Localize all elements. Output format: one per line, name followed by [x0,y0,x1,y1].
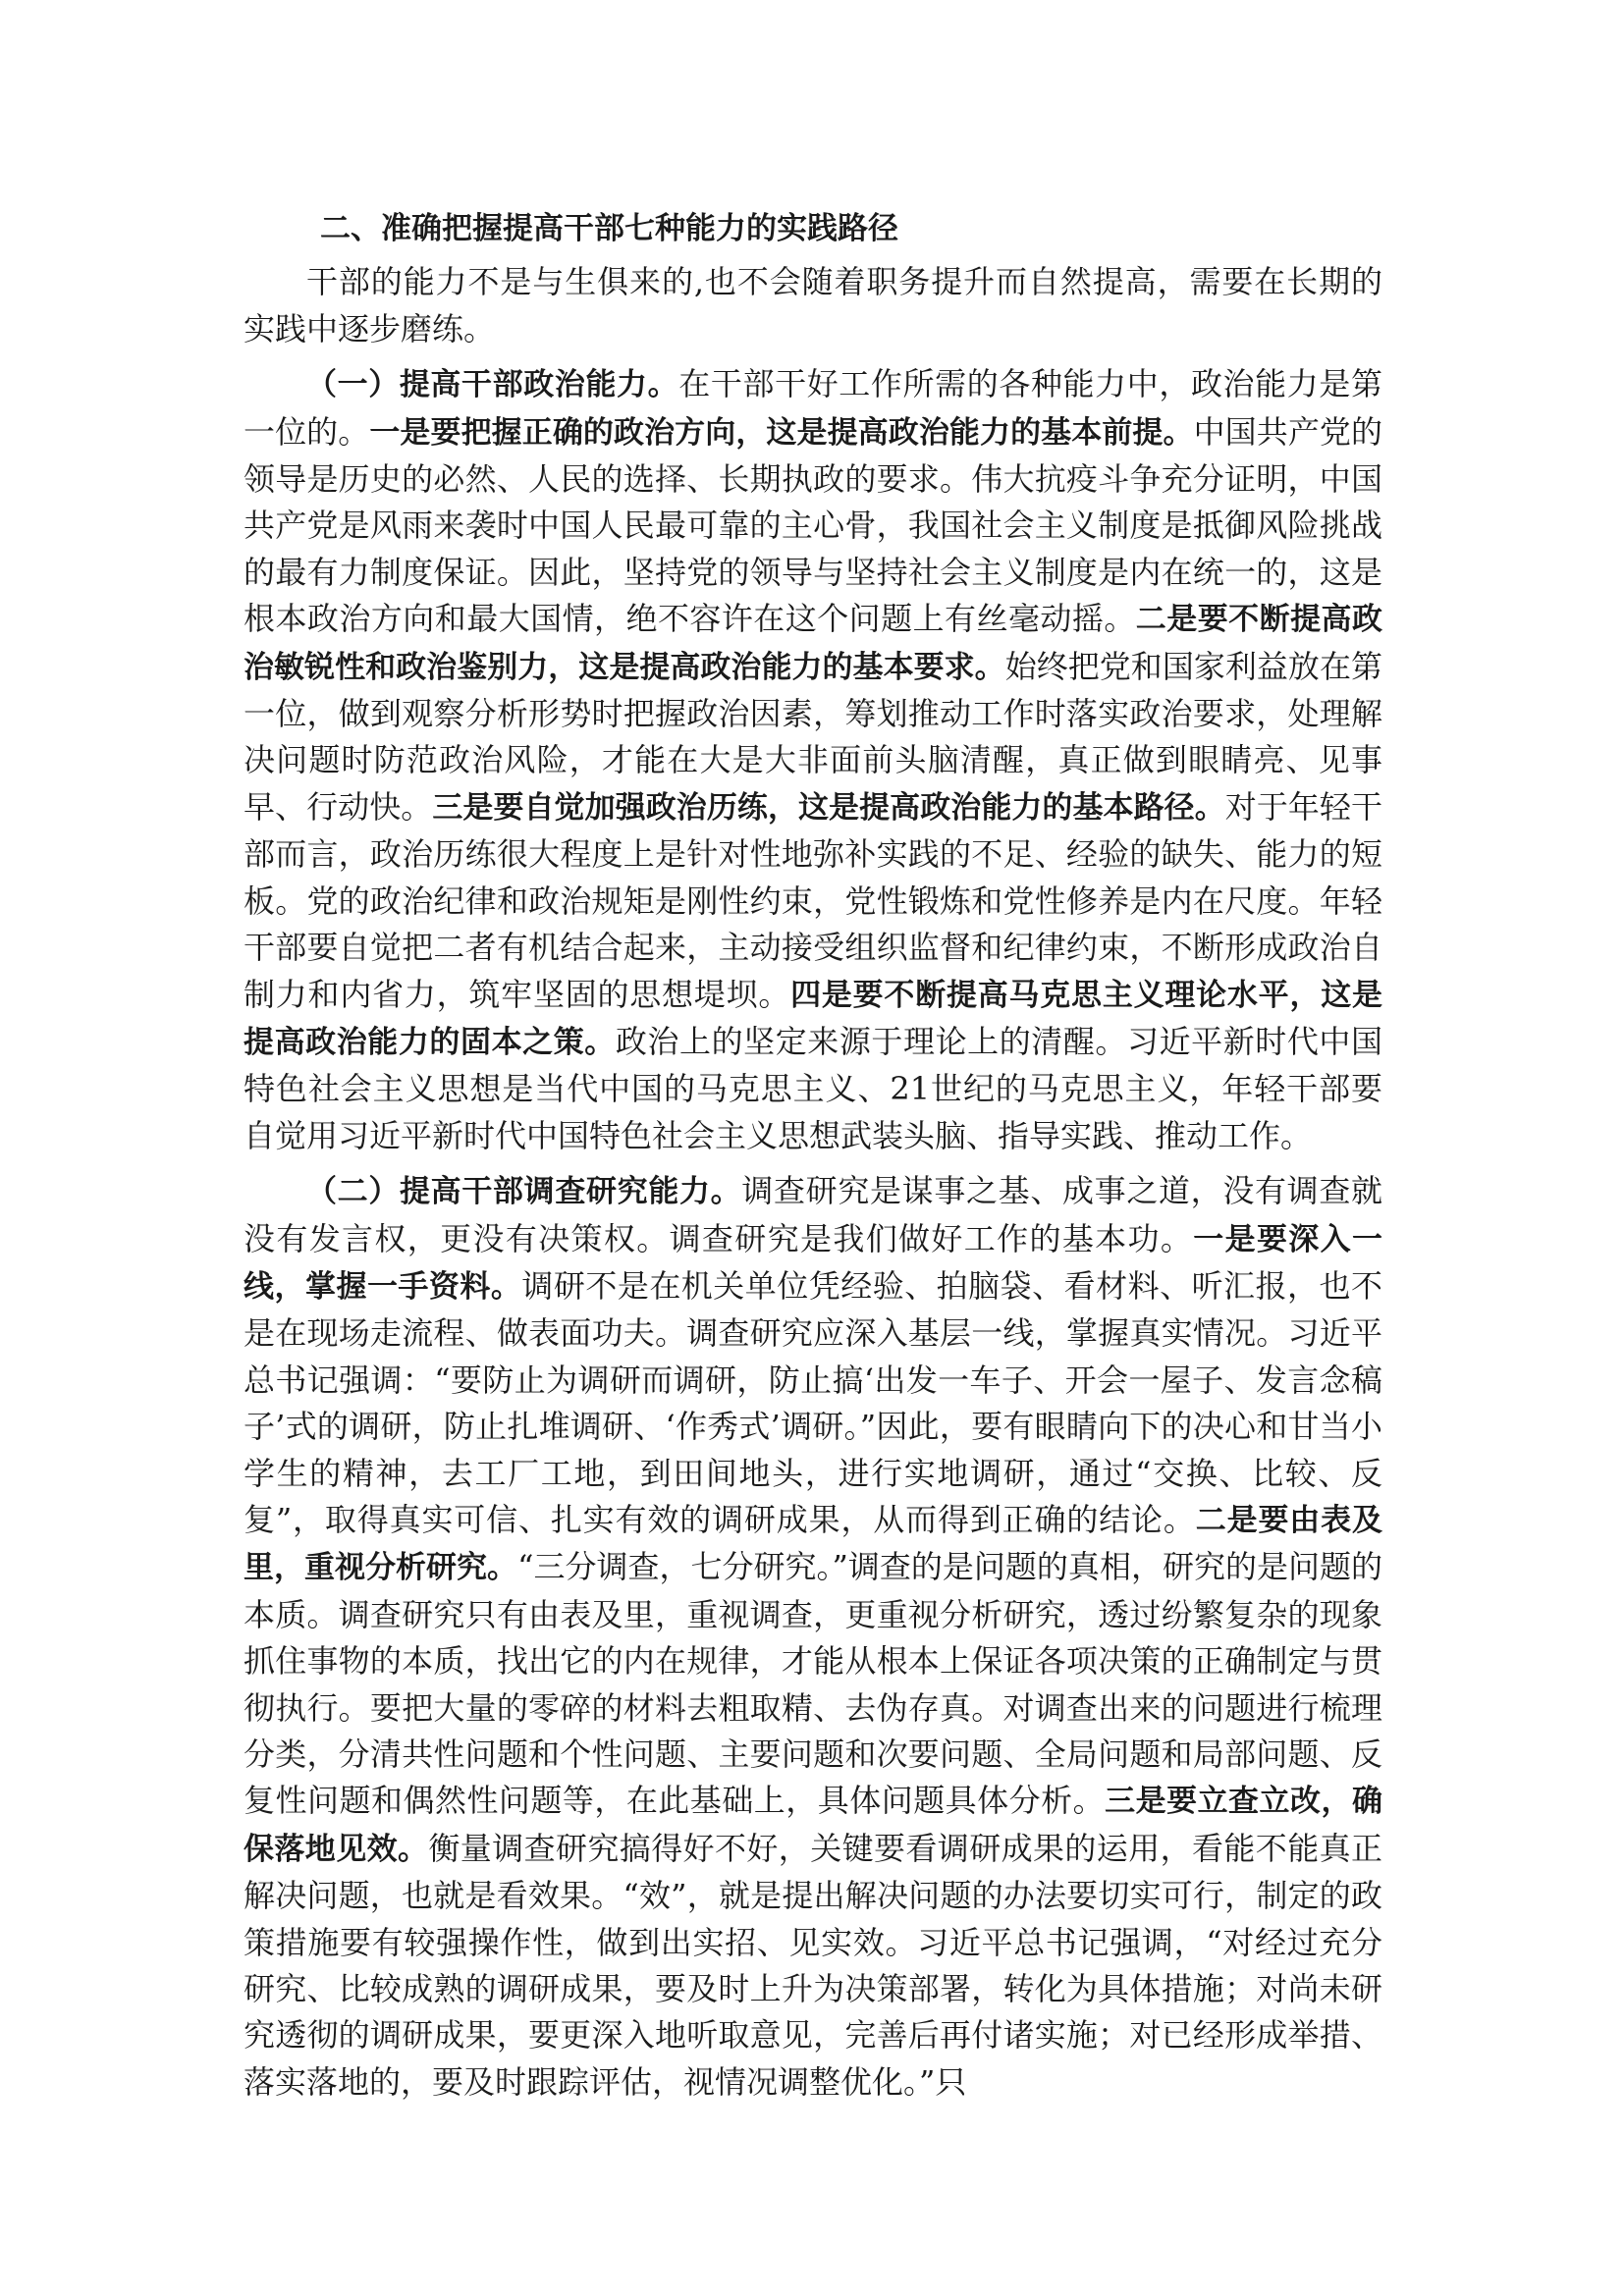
body-text: 衡量调查研究搞得好不好，关键要看调研成果的运用，看能不能真正解决问题，也就是看效果。“效”，就是提出解决问题的办法要切实可行，制定的政策措施要有较强操作性，做到出实招、见实效。习近平总书记强调，“对经过充分研究、比较成熟的调研成果，要及时上升为决策部署，转化为具体措施；对尚未研究透彻的调研成果，要更深入地听取意见，完善后再付诸实施；对已经形成举措、落实落地的，要及时跟踪评估，视情况调整优化。”只 [244,1829,1382,2101]
body-text: 调查研究是谋事之基、成事之道，没有调查就没有发言权，更没有决策权。调查研究是我们做好工作的基本功。 [244,1172,1382,1257]
body-text: 在干部干好工作所需的各种能力中，政治能力是第一位的。 [244,365,1382,451]
emphasis-text: （一）提高干部政治能力。 [306,367,679,403]
paragraph-research-ability [244,1168,1382,2106]
emphasis-text: 三是要立查立改，确保落地见效。 [244,1784,1382,1867]
emphasis-text: 三是要自觉加强政治历练，这是提高政治能力的基本路径。 [432,789,1225,826]
emphasis-text: 一是要把握正确的政治方向，这是提高政治能力的基本前提。 [369,414,1194,451]
emphasis-text: （二）提高干部调查研究能力。 [306,1174,742,1210]
paragraph-political-ability [244,361,1382,1159]
document-body [244,206,1382,2114]
body-text: 对于年轻干部而言，政治历练很大程度上是针对性地弥补实践的不足、经验的缺失、能力的短板。党的政治纪律和政治规矩是刚性约束，党性锻炼和党性修养是内在尺度。年轻干部要自觉把二者有机结合起来，主动接受组织监督和纪律约束，不断形成政治自制力和内省力，筑牢坚固的思想堤坝。 [244,787,1382,1013]
emphasis-text: 二是要由表及里，重视分析研究。 [244,1502,1382,1586]
body-text: 政治上的坚定来源于理论上的清醒。习近平新时代中国特色社会主义思想是当代中国的马克思主义、21世纪的马克思主义，年轻干部要自觉用习近平新时代中国特色社会主义思想武装头脑、指导实践、推动工作。 [244,1022,1382,1154]
emphasis-text: 一是要深入一线，掌握一手资料。 [244,1221,1382,1305]
section-heading: 二、准确把握提高干部七种能力的实践路径 [320,211,898,246]
emphasis-text: 二是要不断提高政治敏锐性和政治鉴别力，这是提高政治能力的基本要求。 [244,602,1382,685]
paragraph-intro [244,259,1382,352]
body-text: 调研不是在机关单位凭经验、拍脑袋、看材料、听汇报，也不是在现场走流程、做表面功夫。调查研究应深入基层一线，掌握真实情况。习近平总书记强调：“要防止为调研而调研，防止搞‘出发一车子、开会一屋子、发言念稿子’式的调研，防止扎堆调研、‘作秀式’调研。”因此，要有眼睛向下的决心和甘当小学生的精神，去工厂工地，到田间地头，进行实地调研，通过“交换、比较、反复”，取得真实可信、扎实有效的调研成果，从而得到正确的结论。 [244,1266,1382,1538]
body-text: 中国共产党的领导是历史的必然、人民的选择、长期执政的要求。伟大抗疫斗争充分证明，中国共产党是风雨来袭时中国人民最可靠的主心骨，我国社会主义制度是抵御风险挑战的最有力制度保证。因此，坚持党的领导与坚持社会主义制度是内在统一的，这是根本政治方向和最大国情，绝不容许在这个问题上有丝毫动摇。 [244,412,1382,638]
body-text: “三分调查，七分研究。”调查的是问题的真相，研究的是问题的本质。调查研究只有由表及里，重视调查，更重视分析研究，透过纷繁复杂的现象抓住事物的本质，找出它的内在规律，才能从根本上保证各项决策的正确制定与贯彻执行。要把大量的零碎的材料去粗取精、去伪存真。对调查出来的问题进行梳理分类，分清共性问题和个性问题、主要问题和次要问题、全局问题和局部问题、反复性问题和偶然性问题等，在此基础上，具体问题具体分析。 [244,1548,1382,1820]
emphasis-text: 四是要不断提高马克思主义理论水平，这是提高政治能力的固本之策。 [244,977,1382,1060]
body-text: 干部的能力不是与生俱来的,也不会随着职务提升而自然提高，需要在长期的实践中逐步磨练。 [244,263,1382,347]
body-text: 始终把党和国家利益放在第一位，做到观察分析形势时把握政治因素，筹划推动工作时落实政治要求，处理解决问题时防范政治风险，才能在大是大非面前头脑清醒，真正做到眼睛亮、见事早、行动快。 [244,647,1382,826]
